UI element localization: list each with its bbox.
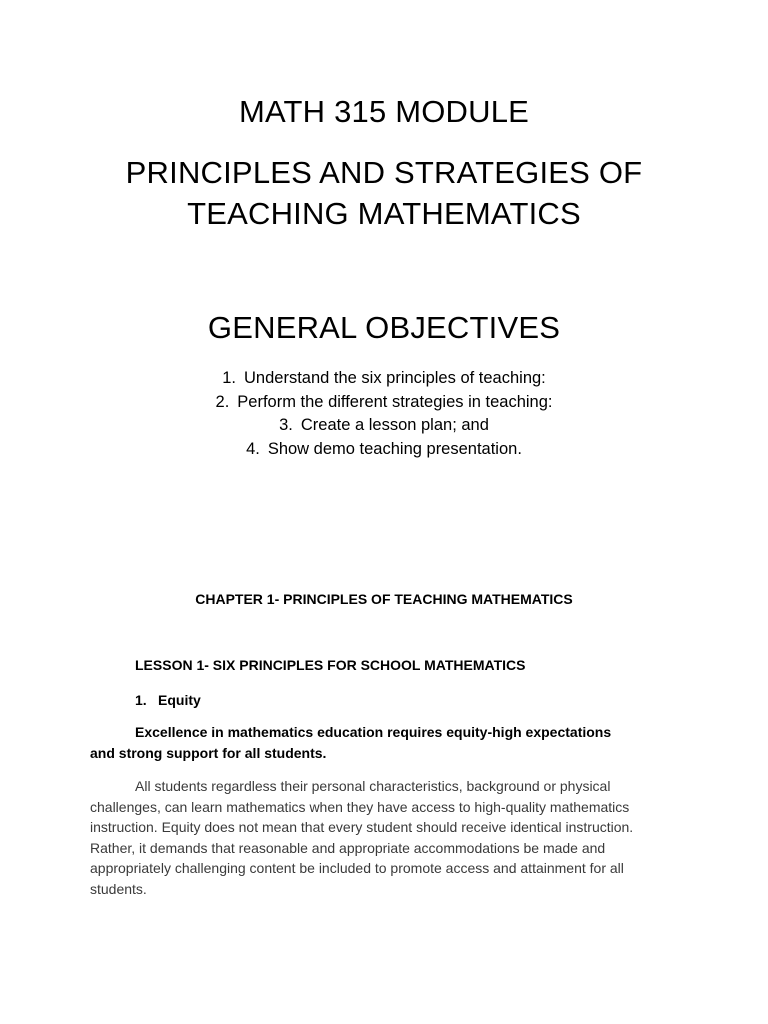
objective-number: 2. (215, 392, 230, 411)
objective-text: Understand the six principles of teaching: (244, 369, 546, 387)
objective-text: Create a lesson plan; and (300, 416, 489, 435)
section-heading (135, 690, 201, 710)
objectives-list (0, 367, 768, 461)
body-line: instruction. Equity does not mean that every student should receive identical instruction. (90, 819, 634, 836)
body-line: appropriately challenging content be included to promote access and attainment for all (90, 860, 624, 877)
body-line: Rather, it demands that reasonable and appropriate accommodations be made and (90, 839, 606, 856)
objective-item (0, 367, 768, 391)
module-title: MATH 315 MODULE (238, 94, 530, 129)
objective-text: Show demo teaching presentation. (267, 439, 522, 458)
course-title-line-1: PRINCIPLES AND STRATEGIES OF (125, 155, 643, 190)
objective-text: Perform the different strategies in teaching: (237, 392, 553, 411)
objective-item (0, 391, 768, 415)
chapter-heading: CHAPTER 1- PRINCIPLES OF TEACHING MATHEMATICS (195, 591, 573, 607)
section-title: Equity (158, 692, 201, 708)
principle-statement (90, 722, 690, 764)
course-title (0, 152, 768, 234)
section-number: 1. (135, 692, 147, 708)
course-title-line-2: TEACHING MATHEMATICS (187, 196, 581, 231)
body-line: students. (90, 880, 147, 897)
objective-number: 1. (222, 369, 236, 387)
objective-number: 3. (279, 416, 293, 435)
objectives-heading: GENERAL OBJECTIVES (207, 310, 561, 345)
lesson-heading: LESSON 1- SIX PRINCIPLES FOR SCHOOL MATHEMATICS (135, 657, 526, 673)
body-paragraph (90, 776, 690, 900)
principle-statement-line: Excellence in mathematics education requires equity-high expectations (135, 724, 612, 740)
principle-statement-line: and strong support for all students. (90, 745, 327, 761)
objective-number: 4. (246, 439, 260, 458)
objective-item (0, 414, 768, 438)
body-line: All students regardless their personal characteristics, background or physical (135, 778, 611, 794)
body-line: challenges, can learn mathematics when they have access to high-quality mathematics (90, 798, 630, 815)
objective-item (0, 438, 768, 462)
